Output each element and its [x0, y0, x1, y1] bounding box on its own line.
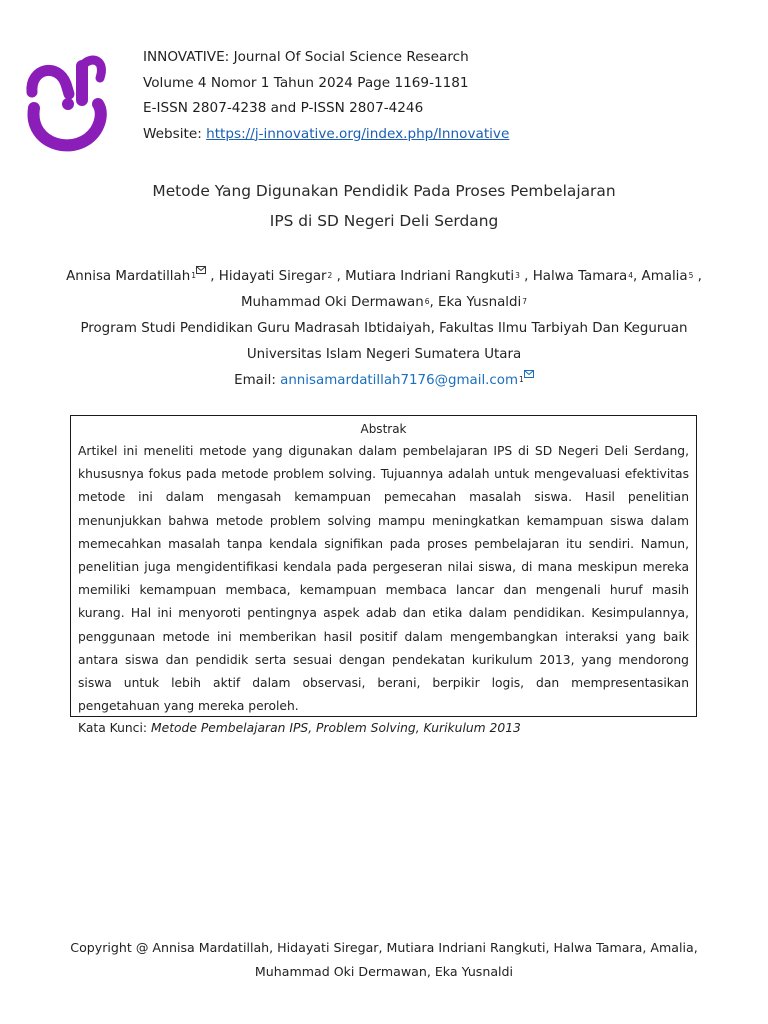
abstract-heading: Abstrak: [360, 422, 407, 436]
journal-logo: [22, 50, 110, 160]
keywords-value: Metode Pembelajaran IPS, Problem Solving, Kurikulum 2013: [151, 721, 521, 736]
email-line: [0, 368, 768, 394]
copyright-footer: [0, 936, 768, 984]
website-link[interactable]: https://j-innovative.org/index.php/Innovative: [206, 125, 510, 142]
author-name: Muhammad Oki Dermawan: [240, 295, 424, 310]
author-sup: 6: [424, 297, 430, 306]
journal-name: INNOVATIVE: Journal Of Social Science Research: [143, 49, 469, 65]
author-sup: 2: [327, 271, 333, 280]
author-name: Amalia: [641, 269, 688, 284]
author-sup: 1: [191, 271, 197, 280]
author-name: Hidayati Siregar: [218, 269, 327, 284]
author-sup: 3: [515, 271, 520, 280]
author-sup: 7: [522, 297, 528, 306]
journal-website: [143, 122, 509, 148]
mail-icon: [524, 370, 534, 378]
abstract-box: [70, 415, 697, 736]
title-line-1: Metode Yang Digunakan Pendidik Pada Proses Pembelajaran: [152, 182, 616, 200]
authors-block: [0, 264, 768, 394]
email-label: Email:: [234, 373, 276, 388]
footer-line-2: Muhammad Oki Dermawan, Eka Yusnaldi: [254, 964, 514, 979]
journal-volume: Volume 4 Nomor 1 Tahun 2024 Page 1169-1181: [143, 74, 469, 91]
authors-line-2: Muhammad Oki Dermawan$^6$, Eka Yusnaldi$^7$: [240, 295, 528, 310]
authors-line-1: Annisa Mardatillah$^1$ , Hidayati Siregar$^2$ , Mutiara Indriani Rangkuti$^3$ , Halwa Tamara$^4$, Amalia$^5$ ,: [0, 264, 768, 290]
email-sup: 1: [519, 375, 524, 384]
journal-issn: E-ISSN 2807-4238 and P-ISSN 2807-4246: [143, 100, 424, 116]
author-name: Annisa Mardatillah: [66, 269, 191, 284]
keywords-label: Kata Kunci:: [78, 721, 148, 736]
author-name: Eka Yusnaldi: [438, 295, 522, 310]
author-name: Mutiara Indriani Rangkuti: [345, 269, 515, 284]
title-line-2: IPS di SD Negeri Deli Serdang: [269, 212, 499, 230]
paper-title: [0, 176, 768, 236]
mail-icon: [196, 266, 206, 274]
affiliation-line-1: Program Studi Pendidikan Guru Madrasah Ibtidaiyah, Fakultas Ilmu Tarbiyah Dan Keguruan: [80, 321, 688, 336]
author-sup: 4: [628, 271, 634, 280]
abstract-text: Artikel ini meneliti metode yang digunakan dalam pembelajaran IPS di SD Negeri Deli Serdang, khususnya fokus pada metode problem solving. Tujuannya adalah untuk mengevaluasi efektivitas metode ini dalam mengasah kemampuan pemecahan masalah siswa. Hasil penelitian menunjukkan bahwa metode problem solving mampu meningkatkan kemampuan siswa dalam memecahkan masalah tanpa kendala signifikan pada proses pembelajaran itu sendiri. Namun, penelitian juga mengidentifikasi kendala pada pergeseran nilai siswa, di mana meskipun mereka memiliki kemampuan membaca, kemampuan membaca lancar dan mengenali huruf masih kurang. Hal ini menyoroti pentingnya aspek adab dan etika dalam pendidikan. Kesimpulannya, penggunaan metode ini memberikan hasil positif dalam mengembangkan interaksi yang baik antara siswa dan pendidik serta sesuai dengan pendekatan kurikulum 2013, yang mendorong siswa untuk lebih aktif dalam observasi, berani, berpikir logis, dan mempresentasikan pengetahuan yang mereka peroleh.: [78, 444, 689, 714]
journal-header: [143, 45, 509, 147]
author-sup: 5: [688, 271, 694, 280]
website-label: Website:: [143, 125, 202, 142]
author-name: Halwa Tamara: [532, 269, 628, 284]
affiliation-line-2: Universitas Islam Negeri Sumatera Utara: [246, 347, 522, 362]
footer-line-1: Copyright @ Annisa Mardatillah, Hidayati Siregar, Mutiara Indriani Rangkuti, Halwa Tamara, Amalia,: [70, 940, 698, 955]
keywords-line: [78, 718, 689, 738]
email-link[interactable]: annisamardatillah7176@gmail.com: [280, 373, 519, 388]
